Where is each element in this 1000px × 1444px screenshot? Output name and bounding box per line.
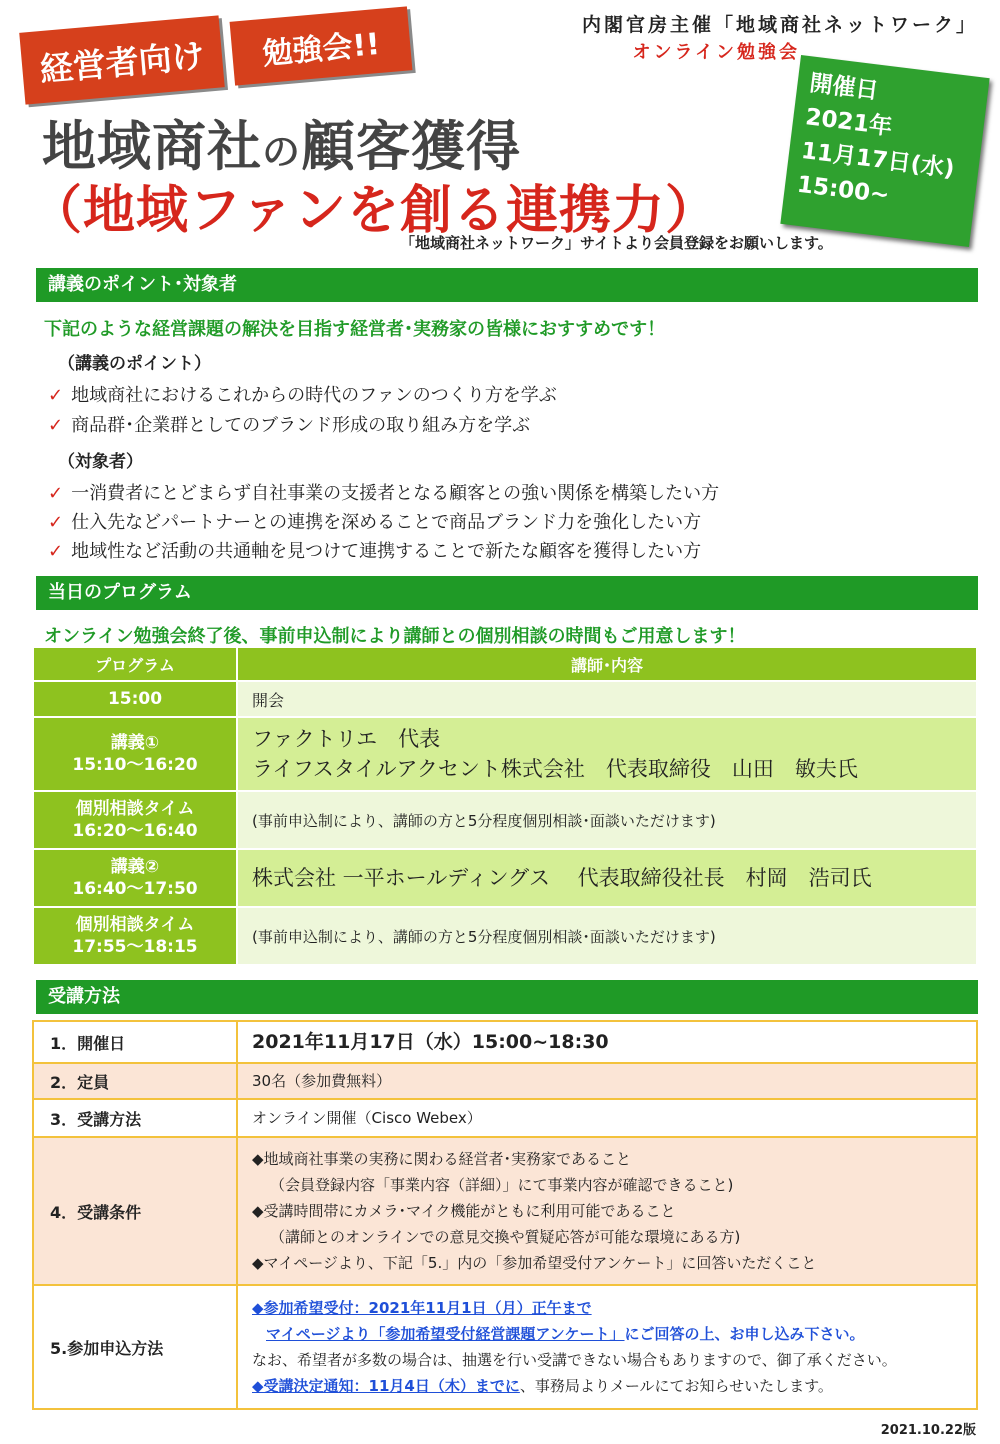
program-content: (事前申込制により、講師の方と5分程度個別相談･面談いただけます) (237, 791, 977, 849)
table-header-row (33, 647, 977, 681)
page-subtitle: （地域ファンを創る連携力） (30, 181, 718, 241)
method-label: 1．開催日 (33, 1021, 237, 1063)
table-row (33, 907, 977, 965)
table-row (33, 717, 977, 791)
version-label: 2021.10.22版 (880, 1423, 976, 1438)
program-section-bar: 当日のプログラム (36, 576, 978, 610)
method-value: ◆地域商社事業の実務に関わる経営者･実務家であること （会員登録内容「事業内容（詳細）」にて事業内容が確認できること) ◆受講時間帯にカメラ･マイク機能がともに利用可能であること （講師とのオンラインでの意見交換や質疑応答が可能な環境にある方) ◆マイページより、下記「5.」内の「参加希望受付アンケート」に回答いただくこと (237, 1137, 977, 1285)
date-day: 11月17日(水) (799, 137, 956, 183)
program-time: 個別相談タイム 17:55〜18:15 (33, 907, 237, 965)
program-content: (事前申込制により、講師の方と5分程度個別相談･面談いただけます) (237, 907, 977, 965)
check-icon: ✓ (48, 385, 64, 406)
program-time: 15:00 (33, 681, 237, 717)
date-badge (780, 55, 989, 247)
points-lead: 下記のような経営課題の解決を目指す経営者･実務家の皆様におすすめです！ (44, 319, 666, 340)
table-row (33, 1021, 977, 1063)
program-content: 開会 (237, 681, 977, 717)
method-table (32, 1020, 978, 1410)
registration-note: 「地域商社ネットワーク」サイトより会員登録をお願いします。 (400, 234, 833, 252)
point-item: ✓ 地域商社におけるこれからの時代のファンのつくり方を学ぶ (48, 385, 557, 406)
table-row (33, 849, 977, 907)
check-icon: ✓ (48, 541, 64, 562)
lottery-note: なお、希望者が多数の場合は、抽選を行い受講できない場合もありますので、御了承ください。 (252, 1351, 897, 1369)
program-time: 講義① 15:10〜16:20 (33, 717, 237, 791)
organizer-line: 内閣官房主催「地域商社ネットワーク」 (581, 14, 978, 36)
target-item: ✓ 一消費者にとどまらず自社事業の支援者となる顧客との強い関係を構築したい方 (48, 483, 720, 504)
method-value (237, 1285, 977, 1409)
title-part2: の (262, 130, 302, 174)
program-content: 株式会社 一平ホールディングス 代表取締役社長 村岡 浩司氏 (237, 849, 977, 907)
online-session-label: オンライン勉強会 (632, 42, 800, 63)
point-item: ✓ 商品群･企業群としてのブランド形成の取り組み方を学ぶ (48, 415, 531, 436)
audience-tag: 経営者向け (19, 15, 225, 104)
title-part3: 顧客獲得 (301, 115, 522, 178)
points-heading: （講義のポイント） (58, 354, 211, 374)
table-row (33, 681, 977, 717)
program-table (32, 646, 978, 966)
notification-note: ◆受講決定通知：11月4日（木）までに、事務局よりメールにてお知らせいたします。 (252, 1377, 833, 1395)
date-time: 15:00~ (795, 171, 891, 209)
program-lead: オンライン勉強会終了後、事前申込制により講師との個別相談の時間もご用意します！ (44, 626, 746, 647)
survey-link[interactable]: マイページより「参加希望受付経営課題アンケート」 (266, 1325, 625, 1343)
method-label: 3．受講方法 (33, 1099, 237, 1137)
method-label: 5.参加申込方法 (33, 1285, 237, 1409)
program-time: 講義② 16:40〜17:50 (33, 849, 237, 907)
check-icon: ✓ (48, 483, 64, 504)
method-value: オンライン開催（Cisco Webex） (237, 1099, 977, 1137)
method-value: 30名（参加費無料） (237, 1063, 977, 1099)
date-label: 開催日 (808, 70, 880, 105)
method-label: 2．定員 (33, 1063, 237, 1099)
col-program: プログラム (33, 647, 237, 681)
table-row (33, 1285, 977, 1409)
target-heading: （対象者） (58, 452, 143, 472)
check-icon: ✓ (48, 512, 64, 533)
study-session-tag: 勉強会!! (230, 6, 413, 85)
program-time: 個別相談タイム 16:20〜16:40 (33, 791, 237, 849)
target-item: ✓ 地域性など活動の共通軸を見つけて連携することで新たな顧客を獲得したい方 (48, 541, 702, 562)
method-section-bar: 受講方法 (36, 980, 978, 1014)
check-icon: ✓ (48, 415, 64, 436)
method-label: 4．受講条件 (33, 1137, 237, 1285)
table-row (33, 791, 977, 849)
points-section-bar: 講義のポイント･対象者 (36, 268, 978, 302)
application-instruction: マイページより「参加希望受付経営課題アンケート」にご回答の上、お申し込み下さい。 (266, 1325, 865, 1343)
program-content: ファクトリエ 代表 ライフスタイルアクセント株式会社 代表取締役 山田 敏夫氏 (237, 717, 977, 791)
date-year: 2021年 (803, 104, 894, 141)
col-content: 講師･内容 (237, 647, 977, 681)
target-item: ✓ 仕入先などパートナーとの連携を深めることで商品ブランド力を強化したい方 (48, 512, 702, 533)
application-deadline: ◆参加希望受付：2021年11月1日（月）正午まで (252, 1299, 592, 1317)
table-row (33, 1063, 977, 1099)
table-row (33, 1099, 977, 1137)
table-row (33, 1137, 977, 1285)
method-value: 2021年11月17日（水）15:00~18:30 (237, 1021, 977, 1063)
title-part1: 地域商社 (42, 115, 262, 178)
